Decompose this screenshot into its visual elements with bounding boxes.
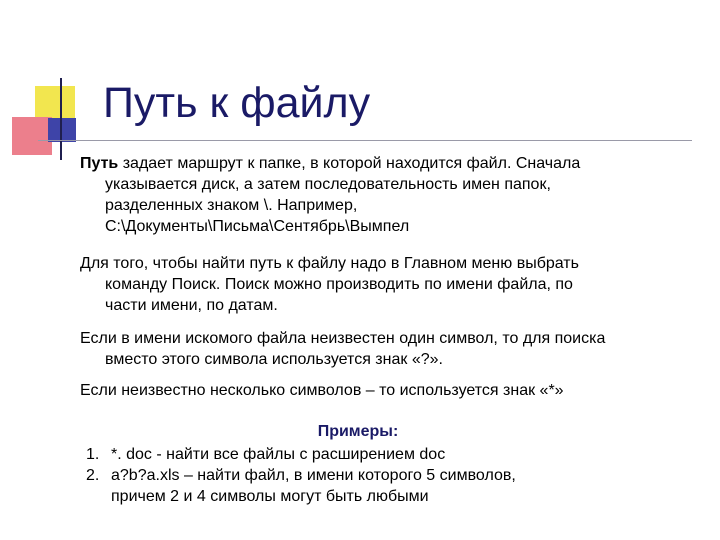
examples-list bbox=[86, 444, 516, 507]
paragraph-line: команду Поиск. Поиск можно производить по имени файла, по bbox=[105, 276, 573, 293]
decor-vertical-line bbox=[60, 78, 62, 160]
paragraph-line: разделенных знаком \. Например, bbox=[105, 197, 358, 214]
paragraph-line: Если неизвестно несколько символов – то используется знак «*» bbox=[80, 382, 564, 399]
example-text: причем 2 и 4 символы могут быть любыми bbox=[111, 488, 429, 505]
decor-blue-square bbox=[48, 118, 76, 142]
example-text: a?b?a.xls – найти файл, в имени которого 5 символов, bbox=[111, 467, 516, 484]
paragraph-line: указывается диск, а затем последовательность имен папок, bbox=[105, 176, 551, 193]
example-text: *. doc - найти все файлы с расширением doc bbox=[111, 446, 446, 463]
paragraph-line: Для того, чтобы найти путь к файлу надо в Главном меню выбрать bbox=[80, 255, 579, 272]
paragraph-line bbox=[80, 153, 700, 174]
list-item bbox=[86, 465, 516, 507]
term-path: Путь bbox=[80, 155, 119, 172]
paragraph-single-wildcard bbox=[80, 328, 700, 370]
paragraph-text: задает маршрут к папке, в которой находится файл. Сначала bbox=[118, 155, 581, 172]
decor-red-square bbox=[12, 117, 52, 155]
slide-title: Путь к файлу bbox=[103, 79, 371, 127]
list-number: 1. bbox=[86, 446, 100, 463]
paragraph-multi-wildcard bbox=[80, 380, 700, 401]
example-path: С:\Документы\Письма\Сентябрь\Вымпел bbox=[105, 218, 410, 235]
paragraph-path-definition bbox=[80, 153, 700, 237]
examples-heading bbox=[0, 423, 720, 441]
paragraph-line: части имени, по датам. bbox=[105, 297, 278, 314]
paragraph-line: Если в имени искомого файла неизвестен один символ, то для поиска bbox=[80, 330, 606, 347]
list-number: 2. bbox=[86, 467, 100, 484]
list-item bbox=[86, 444, 516, 465]
title-underline bbox=[38, 140, 692, 141]
paragraph-line: вместо этого символа используется знак «?». bbox=[105, 351, 443, 368]
paragraph-search bbox=[80, 253, 700, 316]
examples-heading-text: Примеры: bbox=[317, 423, 399, 440]
